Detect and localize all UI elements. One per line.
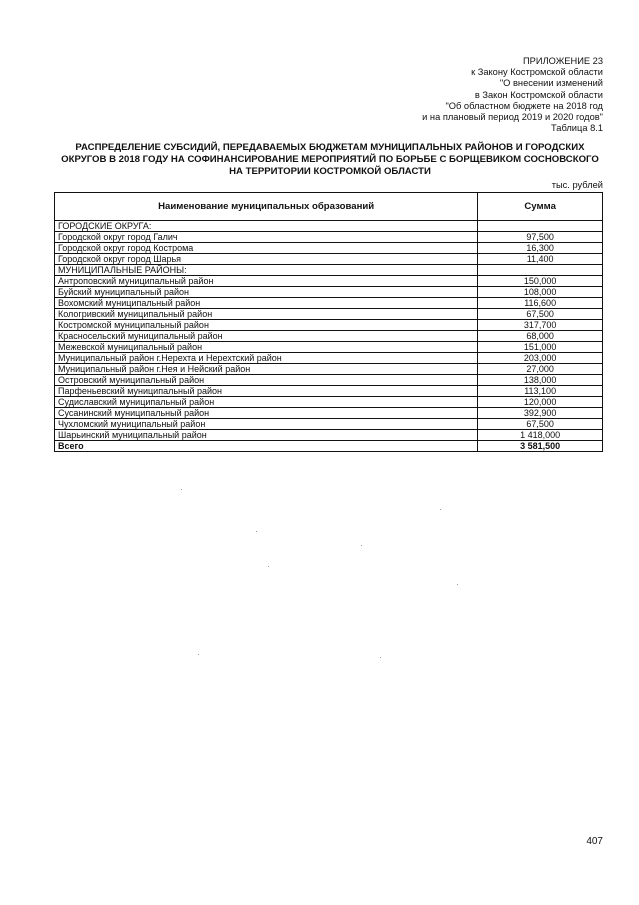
scan-speck <box>440 509 441 510</box>
total-row <box>55 441 603 452</box>
row-sum: 120,000 <box>478 397 603 408</box>
row-name: Городской округ город Шарья <box>55 254 478 265</box>
table-row <box>55 342 603 353</box>
header-line: "Об областном бюджете на 2018 год <box>445 100 603 111</box>
row-name: Вохомский муниципальный район <box>55 298 478 309</box>
table-row <box>55 331 603 342</box>
table-header-row <box>55 193 603 221</box>
row-sum: 138,000 <box>478 375 603 386</box>
table-row <box>55 254 603 265</box>
row-sum <box>478 221 603 232</box>
row-sum: 27,000 <box>478 364 603 375</box>
row-name: Шарьинский муниципальный район <box>55 430 478 441</box>
row-name: Судиславский муниципальный район <box>55 397 478 408</box>
scan-speck <box>457 584 458 585</box>
row-sum: 113,100 <box>478 386 603 397</box>
table-row <box>55 265 603 276</box>
units-label: тыс. рублей <box>551 180 603 190</box>
row-name: Красносельский муниципальный район <box>55 331 478 342</box>
subsidy-table <box>54 192 603 452</box>
table-row <box>55 320 603 331</box>
row-sum: 108,000 <box>478 287 603 298</box>
table-row <box>55 397 603 408</box>
row-name: Городской округ город Кострома <box>55 243 478 254</box>
row-name: Сусанинский муниципальный район <box>55 408 478 419</box>
table-row <box>55 386 603 397</box>
appendix-header <box>422 56 603 134</box>
row-name: Чухломский муниципальный район <box>55 419 478 430</box>
table-row <box>55 298 603 309</box>
row-sum: 97,500 <box>478 232 603 243</box>
table-row <box>55 430 603 441</box>
scan-speck <box>181 489 182 490</box>
column-header-sum: Сумма <box>478 193 603 221</box>
header-line: "О внесении изменений <box>499 78 603 89</box>
total-label: Всего <box>55 441 478 452</box>
title-line: РАСПРЕДЕЛЕНИЕ СУБСИДИЙ, ПЕРЕДАВАЕМЫХ БЮДЖЕТАМ МУНИЦИПАЛЬНЫХ РАЙОНОВ И ГОРОДСКИХ <box>75 142 585 153</box>
table-row <box>55 353 603 364</box>
header-line: в Закон Костромской области <box>474 89 603 100</box>
scan-speck <box>198 654 199 655</box>
scan-speck <box>256 531 257 532</box>
scan-speck <box>380 657 381 658</box>
row-name: Островский муниципальный район <box>55 375 478 386</box>
row-sum: 67,500 <box>478 419 603 430</box>
row-name: МУНИЦИПАЛЬНЫЕ РАЙОНЫ: <box>55 265 478 276</box>
table-row <box>55 408 603 419</box>
title-line: НА ТЕРРИТОРИИ КОСТРОМКОЙ ОБЛАСТИ <box>229 166 431 178</box>
row-sum: 392,900 <box>478 408 603 419</box>
scan-speck <box>361 545 362 546</box>
row-sum: 67,500 <box>478 309 603 320</box>
row-sum: 151,000 <box>478 342 603 353</box>
table-row <box>55 364 603 375</box>
row-sum: 317,700 <box>478 320 603 331</box>
row-sum: 203,000 <box>478 353 603 364</box>
row-name: Межевской муниципальный район <box>55 342 478 353</box>
table-row <box>55 375 603 386</box>
row-sum: 11,400 <box>478 254 603 265</box>
row-sum: 1 418,000 <box>478 430 603 441</box>
row-sum: 150,000 <box>478 276 603 287</box>
header-line: к Закону Костромской области <box>471 67 603 78</box>
table-row <box>55 419 603 430</box>
header-line: и на плановый период 2019 и 2020 годов" <box>422 112 603 123</box>
row-name: Муниципальный район г.Нерехта и Нерехтский район <box>55 353 478 364</box>
row-sum: 68,000 <box>478 331 603 342</box>
row-name: Городской округ город Галич <box>55 232 478 243</box>
row-sum <box>478 265 603 276</box>
row-name: Костромской муниципальный район <box>55 320 478 331</box>
row-name: Муниципальный район г.Нея и Нейский район <box>55 364 478 375</box>
row-name: Буйский муниципальный район <box>55 287 478 298</box>
row-name: Антроповский муниципальный район <box>55 276 478 287</box>
row-name: ГОРОДСКИЕ ОКРУГА: <box>55 221 478 232</box>
column-header-name: Наименование муниципальных образований <box>55 193 478 221</box>
row-name: Парфеньевский муниципальный район <box>55 386 478 397</box>
page-number: 407 <box>586 836 603 847</box>
title-line: ОКРУГОВ В 2018 ГОДУ НА СОФИНАНСИРОВАНИЕ МЕРОПРИЯТИЙ ПО БОРЬБЕ С БОРЩЕВИКОМ СОСНОВСКОГО <box>61 154 599 166</box>
row-sum: 16,300 <box>478 243 603 254</box>
row-name: Кологривский муниципальный район <box>55 309 478 320</box>
table-row <box>55 243 603 254</box>
total-sum: 3 581,500 <box>478 441 603 452</box>
table-row <box>55 221 603 232</box>
scan-speck <box>268 566 269 567</box>
header-line: ПРИЛОЖЕНИЕ 23 <box>523 56 603 66</box>
row-sum: 116,600 <box>478 298 603 309</box>
table-row <box>55 276 603 287</box>
table-number: Таблица 8.1 <box>551 123 603 134</box>
table-row <box>55 309 603 320</box>
document-title <box>40 142 620 179</box>
table-row <box>55 287 603 298</box>
table-row <box>55 232 603 243</box>
table-body <box>55 221 603 452</box>
